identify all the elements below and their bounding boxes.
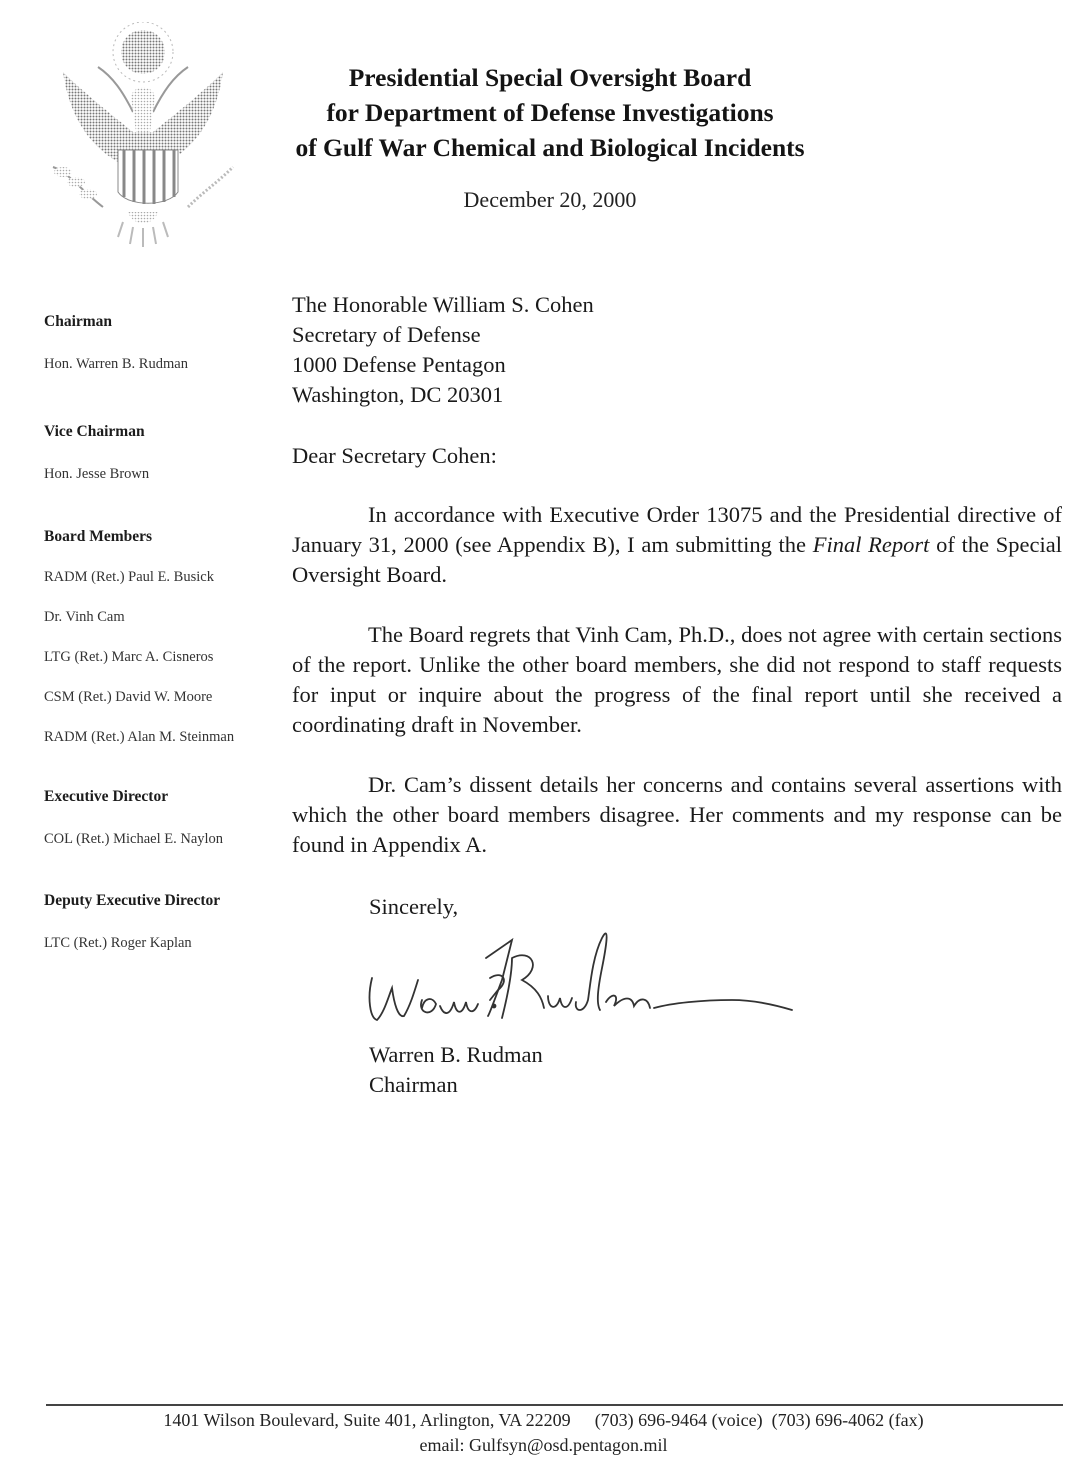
handwritten-signature-icon: [362, 918, 802, 1038]
great-seal-eagle-icon: [38, 22, 248, 252]
roster-member: LTC (Ret.) Roger Kaplan: [44, 935, 192, 951]
footer: [0, 1408, 1087, 1458]
footer-divider: [46, 1404, 1063, 1406]
recipient-address: [292, 290, 1062, 410]
org-name-line-3: of Gulf War Chemical and Biological Incidents: [295, 133, 805, 162]
footer-voice-phone: (703) 696-9464 (voice): [594, 1410, 763, 1430]
roster-title-board-members: Board Members: [44, 528, 153, 545]
roster-member: Dr. Vinh Cam: [44, 609, 125, 625]
recipient-city: Washington, DC 20301: [292, 382, 504, 407]
final-report-title: Final Report: [812, 532, 930, 557]
roster-member: COL (Ret.) Michael E. Naylon: [44, 831, 224, 847]
closing: Sincerely,: [369, 894, 459, 919]
recipient-title: Secretary of Defense: [292, 322, 481, 347]
recipient-name: The Honorable William S. Cohen: [292, 292, 594, 317]
footer-email: email: Gulfsyn@osd.pentagon.mil: [419, 1435, 668, 1455]
roster-member: LTG (Ret.) Marc A. Cisneros: [44, 649, 214, 665]
roster-title-vice-chairman: Vice Chairman: [44, 423, 145, 440]
paragraph-1: [292, 500, 1062, 590]
roster-title-deputy-executive-director: Deputy Executive Director: [44, 892, 221, 909]
org-name-line-2: for Department of Defense Investigations: [326, 98, 774, 127]
footer-contact-line: [0, 1408, 1087, 1433]
letter-body: [292, 290, 1062, 860]
roster-member: Hon. Warren B. Rudman: [44, 356, 188, 372]
board-roster: [44, 310, 284, 953]
paragraph-3: Dr. Cam’s dissent details her concerns and contains several assertions with which the other board members disagree. Her comments and my response can be found in Appendix A.: [292, 772, 1062, 857]
paragraph-1-text-end: of the Special Oversight Board.: [292, 532, 1063, 587]
roster-member: Hon. Jesse Brown: [44, 466, 150, 482]
paragraph-2: The Board regrets that Vinh Cam, Ph.D., does not agree with certain sections of the report. Unlike the other board members, she did not respond to staff requests for input or inquire about the progress of the final report until she received a coordinating draft in November.: [292, 622, 1062, 737]
roster-member: RADM (Ret.) Alan M. Steinman: [44, 729, 235, 745]
recipient-street: 1000 Defense Pentagon: [292, 352, 506, 377]
roster-member: RADM (Ret.) Paul E. Busick: [44, 569, 214, 585]
paragraph-1-text: In accordance with Executive Order 13075 and the Presidential directive of January 31, 2000 (see Appendix B), I am submitting the: [292, 502, 1062, 557]
footer-fax: (703) 696-4062 (fax): [771, 1410, 924, 1430]
roster-member: CSM (Ret.) David W. Moore: [44, 689, 213, 705]
roster-title-executive-director: Executive Director: [44, 788, 169, 805]
letterhead: [260, 60, 840, 213]
org-name-line-1: Presidential Special Oversight Board: [348, 63, 752, 92]
signer-title: Chairman: [369, 1072, 458, 1097]
roster-title-chairman: Chairman: [44, 313, 113, 330]
footer-address: 1401 Wilson Boulevard, Suite 401, Arlington, VA 22209: [163, 1410, 571, 1430]
letter-date: December 20, 2000: [463, 187, 637, 212]
signer-name: Warren B. Rudman: [369, 1042, 543, 1067]
salutation: Dear Secretary Cohen:: [292, 443, 497, 468]
